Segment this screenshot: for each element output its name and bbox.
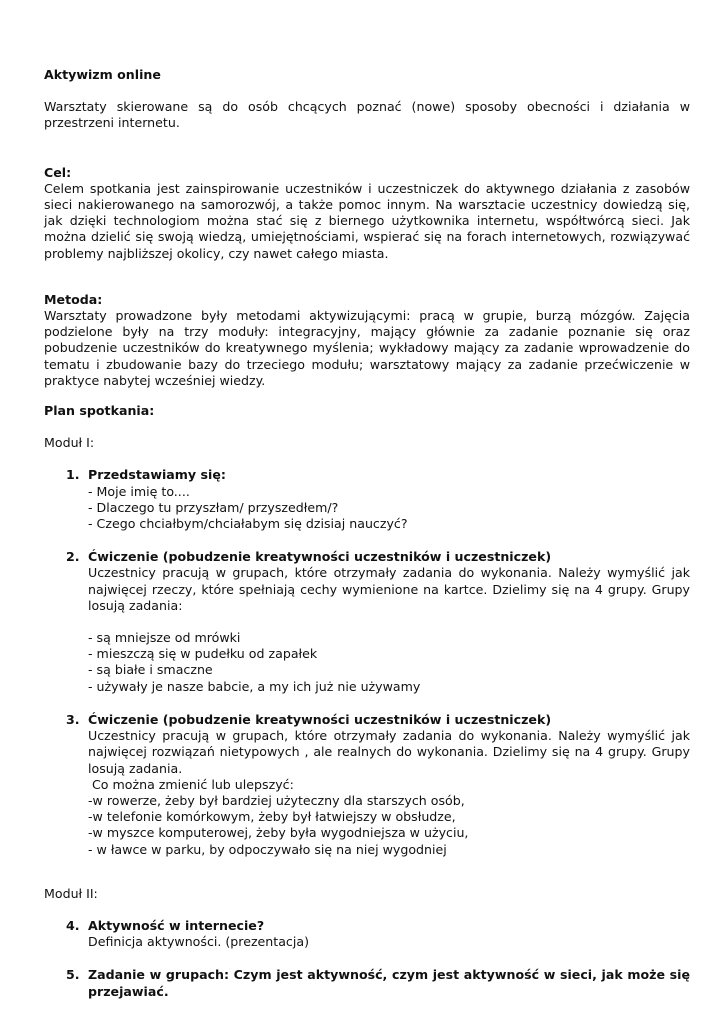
cel-paragraph: Celem spotkania jest zainspirowanie uczestników i uczestniczek do aktywnego działania z zasobów sieci nakierowanego na samorozwój, a także pomoc innym. Na warsztacie uczestnicy dowiedzą się, jak dzięki technologiom można stać się z biernego użytkownika internetu, współtwórcą sieci. Jak można dzielić się swoją wiedzą, umiejętnościami, wspierać się na forach internetowych, rozwiązywać problemy najbliższej okolicy, czy nawet całego miasta. [44, 180, 690, 261]
item-line: - Czego chciałbym/chciałabym się dzisiaj nauczyć? [88, 516, 408, 532]
list-item-5 [66, 967, 690, 999]
module-2-label: Moduł II: [44, 885, 98, 901]
item-title: Ćwiczenie (pobudzenie kreatywności uczestników i uczestniczek) [88, 711, 552, 727]
item-title: Ćwiczenie (pobudzenie kreatywności uczestników i uczestniczek) [88, 549, 552, 565]
item-number: 2. [66, 549, 80, 565]
item-line: Co można zmienić lub ulepszyć: [88, 776, 294, 792]
item-line: - Moje imię to.... [88, 483, 190, 499]
item-number: 1. [66, 467, 80, 483]
item-line: -w telefonie komórkowym, żeby był łatwiejszy w obsłudze, [88, 809, 456, 825]
list-item-4 [66, 917, 690, 950]
item-line: -w rowerze, żeby był bardziej użyteczny dla starszych osób, [88, 792, 465, 808]
module-1-label: Moduł I: [44, 435, 95, 451]
item-text: Uczestnicy pracują w grupach, które otrzymały zadania do wykonania. Należy wymyślić jak najwięcej rzeczy, które spełniają cechy wymienione na kartce. Dzielimy się na 4 grupy. Grupy losują zadania: [88, 565, 690, 613]
document-content [44, 67, 690, 1000]
item-line: - Dlaczego tu przyszłam/ przyszedłem/? [88, 499, 339, 515]
item-line: - są mniejsze od mrówki [88, 630, 241, 646]
item-line: - mieszczą się w pudełku od zapałek [88, 646, 318, 662]
item-line: -w myszce komputerowej, żeby była wygodniejsza w użyciu, [88, 825, 469, 841]
list-item-2 [66, 549, 690, 695]
cel-heading: Cel: [44, 164, 72, 180]
item-number: 3. [66, 711, 80, 727]
item-line: - używały je nasze babcie, a my ich już nie używamy [88, 678, 421, 694]
plan-heading: Plan spotkania: [44, 403, 155, 419]
item-line: - są białe i smaczne [88, 662, 213, 678]
item-title: Aktywność w internecie? [88, 917, 265, 933]
metoda-heading: Metoda: [44, 291, 103, 307]
metoda-paragraph: Warsztaty prowadzone były metodami aktywizującymi: pracą w grupie, burzą mózgów. Zajęcia podzielone były na trzy moduły: integracyjny, mający głównie za zadanie poznanie się oraz pobudzenie uczestników do kreatywnego myślenia; wykładowy mający za zadanie wprowadzenie do tematu i zbudowanie bazy do trzeciego modułu; warsztatowy mający za zadanie przećwiczenie w praktyce nabytej wcześniej wiedzy. [44, 308, 690, 388]
item-title: Przedstawiamy się: [88, 467, 226, 483]
item-number: 4. [66, 917, 80, 933]
intro-paragraph: Warsztaty skierowane są do osób chcących poznać (nowe) sposoby obecności i działania w przestrzeni internetu. [44, 99, 690, 131]
document-title: Aktywizm online [44, 67, 161, 82]
item-line: - w ławce w parku, by odpoczywało się na niej wygodniej [88, 841, 447, 857]
item-number: 5. [66, 967, 80, 983]
list-item-1 [66, 467, 690, 532]
list-item-3 [66, 711, 690, 858]
item-line: Definicja aktywności. (prezentacja) [88, 934, 309, 950]
item-text: Uczestnicy pracują w grupach, które otrzymały zadania do wykonania. Należy wymyślić jak najwięcej rozwiązań nietypowych , ale realnych do wykonania. Dzielimy się na 4 grupy. Grupy losują zadania. [88, 728, 690, 776]
item-title: Zadanie w grupach: Czym jest aktywność, czym jest aktywność w sieci, jak może się przejawiać. [88, 967, 690, 999]
